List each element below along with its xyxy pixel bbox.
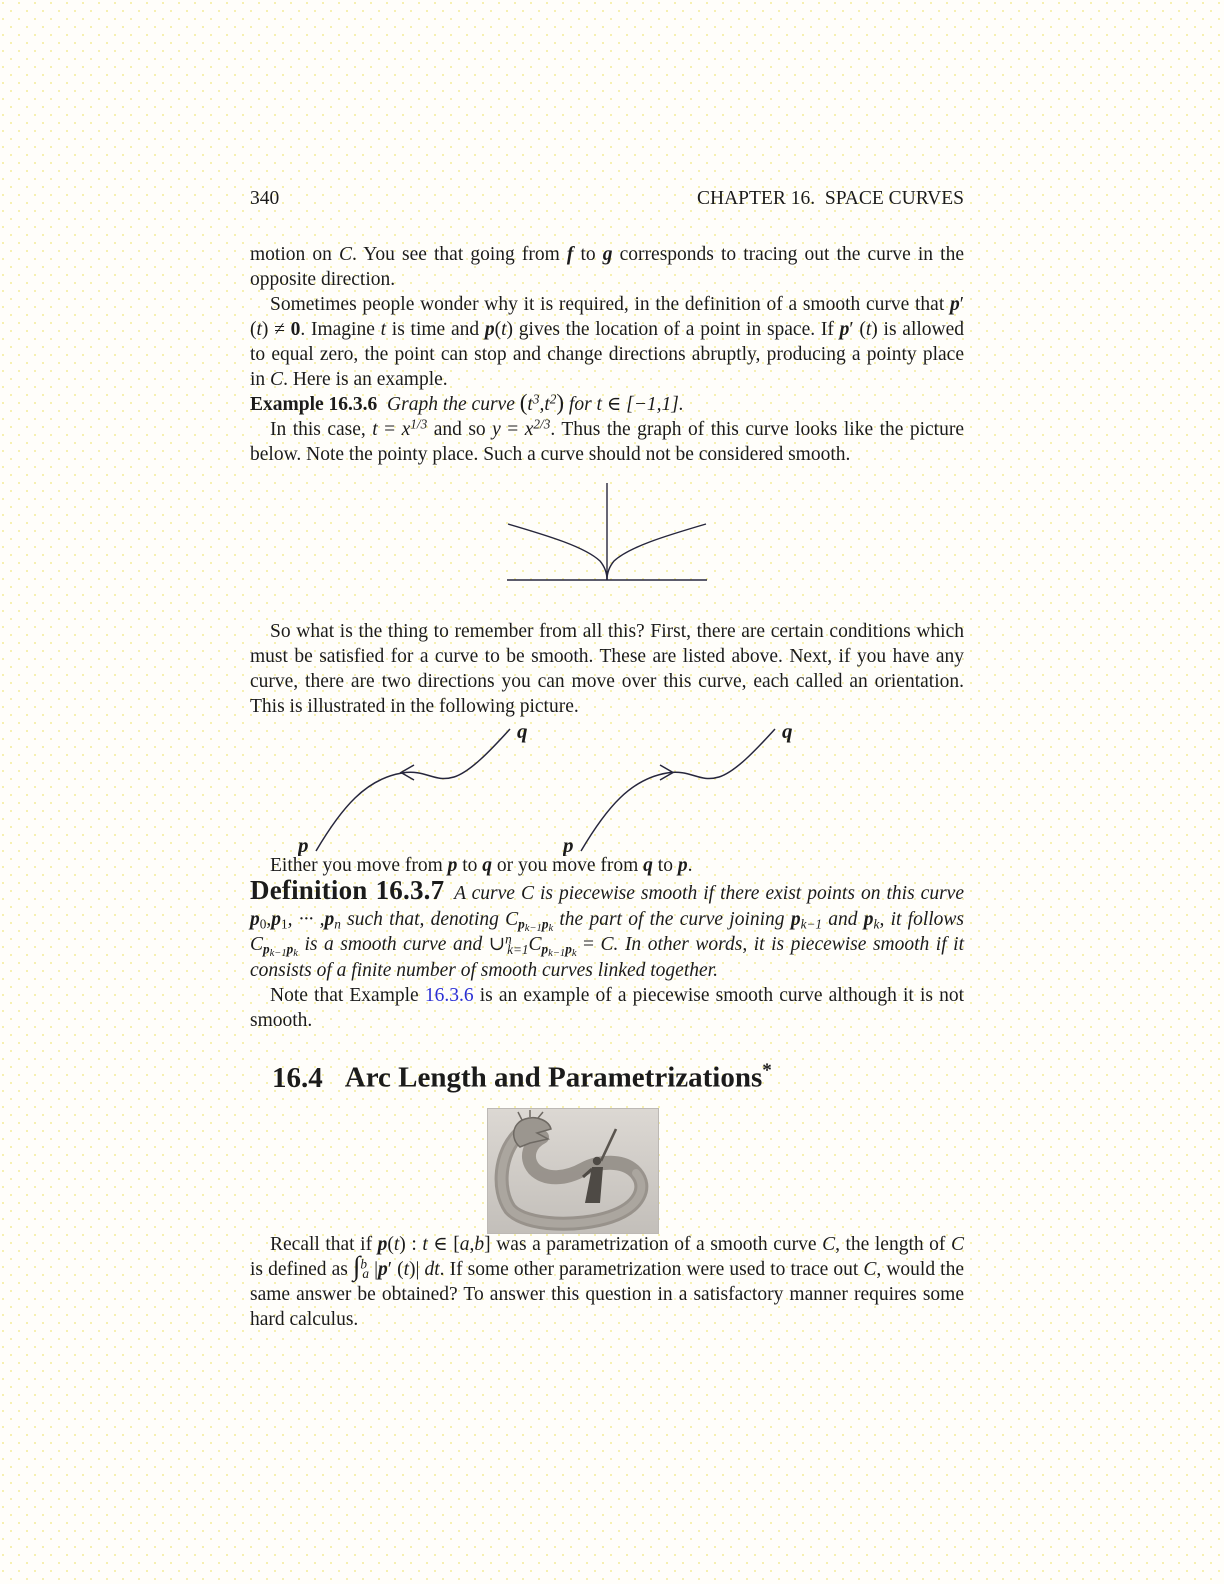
dragon-knight-drawing (487, 1108, 659, 1234)
running-header (250, 186, 964, 211)
page-number: 340 (250, 188, 280, 209)
definition-16-3-7: Definition 16.3.7 A curve C is piecewise smooth if there exist points on this curve $p_0,p_1$, ··· $,p_n$ such that, denoting $C_{pk-1pk}$ the part of the curve joining $p_{k-1}$ and $p_k$, it follows $C_{pk-1pk}$ is a smooth curve and $\cup^n_{k=1}C_{pk-1pk} = C$. In other words, it is piecewise smooth if it consists of a finite number of smooth curves linked together. (250, 875, 965, 981)
paragraph-orientation: So what is the thing to remember from all this? First, there are certain conditions which must be satisfied for a curve to be smooth. These are listed above. Next, if you have any curve, there are two directions you can move over this curve, each called an orientation. This is illustrated in the following picture. (250, 621, 964, 717)
orientation-figure (250, 721, 964, 856)
dragon-knight-sketch (487, 1108, 657, 1232)
paragraph-either-direction: Either you move from p to q or you move from q to p. (270, 855, 693, 876)
paragraph-in-this-case: In this case, $t = x^{1/3}$ and so $y = x^{2/3}$. Thus the graph of this curve looks like the picture below. Note the pointy place. Such a curve should not be considered smooth. (250, 416, 965, 465)
chapter-header: CHAPTER 16. SPACE CURVES (697, 188, 964, 209)
page-content (250, 186, 964, 1332)
label-p: p (563, 833, 574, 856)
paragraph-note: Note that Example 16.3.6 is an example of a piecewise smooth curve although it is not smooth. (250, 985, 965, 1031)
section-number: 16.4 (272, 1061, 323, 1094)
section-heading-16-4 (250, 1055, 964, 1094)
example-16-3-6: Example 16.3.6 Graph the curve $(t^3,t^2)$ for t ∈ [−1,1]. (250, 389, 684, 415)
orientation-curve-p-to-q (563, 721, 801, 856)
cusp-right-branch (607, 524, 706, 580)
cusp-left-branch (508, 524, 607, 580)
knight-head (593, 1156, 601, 1164)
example-16-3-6-link[interactable]: 16.3.6 (424, 985, 474, 1006)
orientation-curve-q-to-p (298, 721, 536, 856)
curve-path (581, 729, 775, 851)
paragraph-motion: motion on C. You see that going from f to g corresponds to tracing out the curve in the opposite direction. (250, 244, 964, 290)
label-q: q (782, 721, 793, 743)
curve-path (316, 729, 510, 851)
label-q: q (517, 721, 528, 743)
section-title: Arc Length and Parametrizations (344, 1061, 763, 1094)
paragraph-smooth-requirement: Sometimes people wonder why it is required, in the definition of a smooth curve that p′ (t) ≠ 0. Imagine t is time and p(t) gives the location of a point in space. If p′ (t) is allowed to equal zero, the point can stop and change directions abruptly, producing a pointy place in C. Here is an example. (250, 294, 965, 390)
cusp-curve-figure (250, 479, 964, 595)
label-p: p (298, 833, 309, 856)
section-star: * (762, 1060, 772, 1081)
cusp-curve-drawing (506, 479, 708, 588)
paragraph-arc-length: Recall that if p(t) : t ∈ [a,b] was a parametrization of a smooth curve C, the length of C is defined as ∫$^b_a$ |p′ (t)| dt. If some other parametrization were used to trace out C, would the same answer be obtained? To answer this question in a satisfactory manner requires some hard calculus. (250, 1233, 964, 1330)
